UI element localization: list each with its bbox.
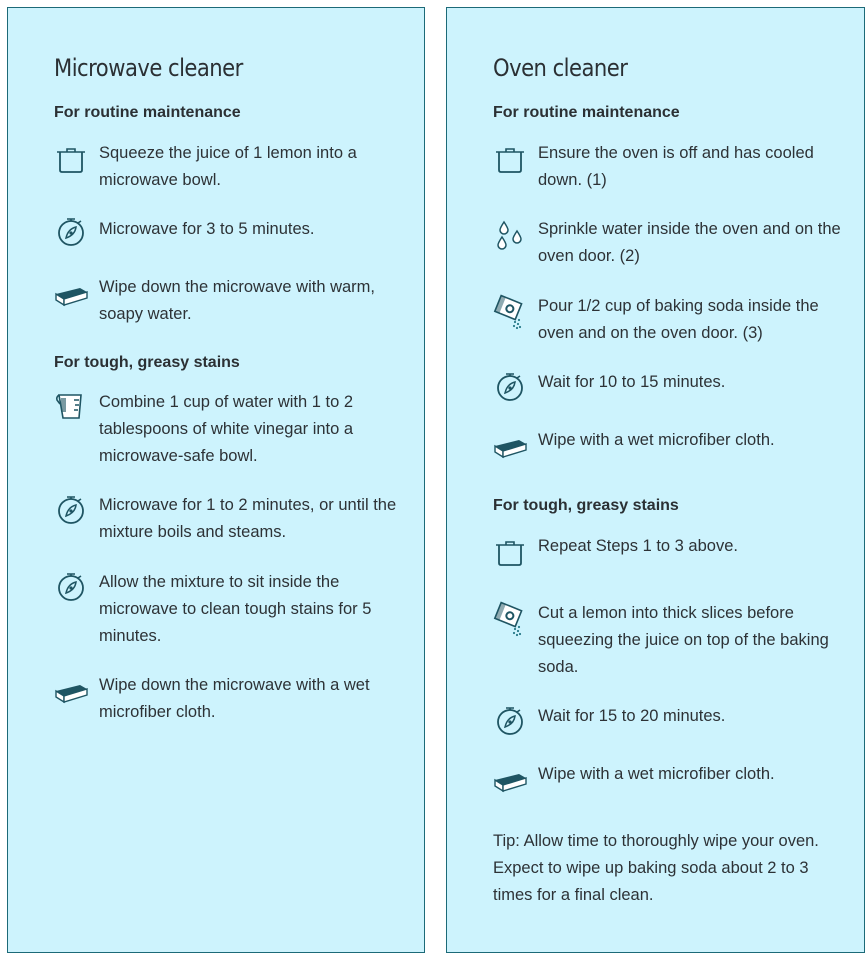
tough-stains-heading: For tough, greasy stains (54, 354, 240, 371)
measuring-cup-icon (54, 389, 88, 423)
timer-icon (54, 214, 88, 248)
timer-icon (54, 492, 88, 526)
oven-cleaner-panel: Oven cleaner For routine maintenance Ensure the oven is off and has cooled down. (1) Sprinkle water inside the oven and on the oven door. (2) Pour 1/2 cup of baking soda inside the oven and on the oven door. (3) Wait for 10 to 15 minutes. Wipe with a wet microfiber cloth. For tough, greasy stains Repeat Steps 1 to 3 above. Cut a lemon into thick slices before squeezing the juice on top of the baking soda. Wait for 15 to 20 minutes. Wipe with a wet microfiber cloth. Tip: Allow time to thoroughly wipe your oven. Expect to wipe up baking soda about 2 to 3 times for a final clean. (446, 7, 865, 953)
water-drops-icon (493, 219, 527, 253)
pot-icon (493, 143, 527, 177)
sponge-icon (54, 277, 88, 311)
baking-soda-box-icon (493, 293, 527, 333)
routine-heading: For routine maintenance (54, 104, 241, 121)
sponge-icon (493, 429, 527, 463)
timer-icon (493, 369, 527, 403)
sponge-icon (493, 763, 527, 797)
panel-title: Microwave cleaner (54, 54, 243, 82)
routine-heading: For routine maintenance (493, 104, 680, 121)
pot-icon (493, 536, 527, 570)
pot-icon (54, 143, 88, 177)
baking-soda-box-icon (493, 600, 527, 640)
tip-text: Tip: Allow time to thoroughly wipe your oven. Expect to wipe up baking soda about 2 to 3 times for a final clean. (493, 832, 819, 904)
timer-icon (493, 703, 527, 737)
timer-icon (54, 569, 88, 603)
panel-title: Oven cleaner (493, 54, 628, 82)
tough-stains-heading: For tough, greasy stains (493, 497, 679, 514)
sponge-icon (54, 674, 88, 708)
microwave-cleaner-panel: Microwave cleaner For routine maintenance Squeeze the juice of 1 lemon into a microwave bowl. Microwave for 3 to 5 minutes. Wipe down the microwave with warm, soapy water. For tough, greasy stains Combine 1 cup of water with 1 to 2 tablespoons of white vinegar into a microwave-safe bowl. Microwave for 1 to 2 minutes, or until the mixture boils and steams. Allow the mixture to sit inside the microwave to clean tough stains for 5 minutes. Wipe down the microwave with a wet microfiber cloth. (7, 7, 425, 953)
